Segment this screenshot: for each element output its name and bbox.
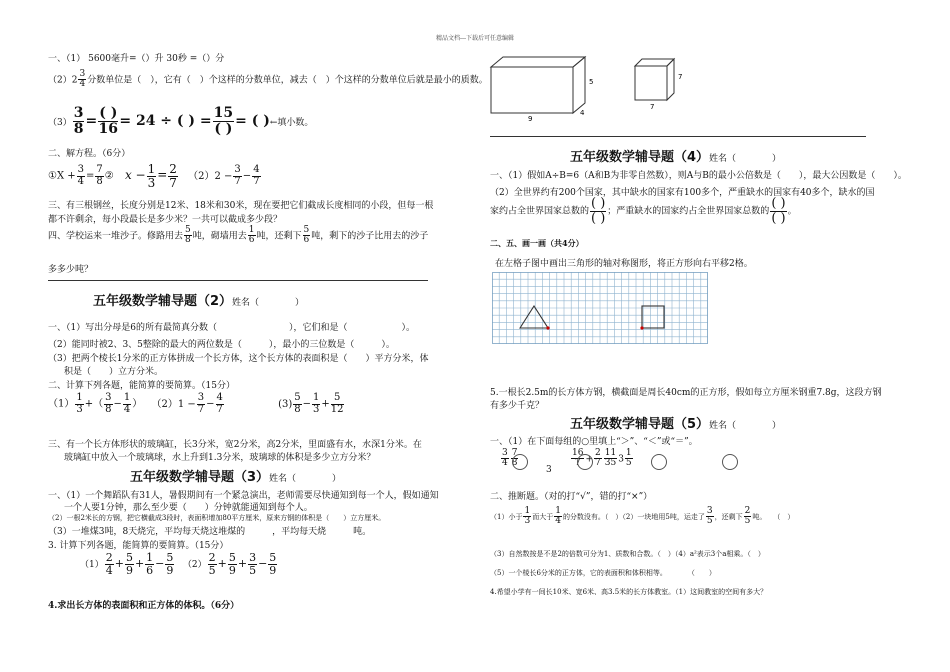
section-4-line1: 四、学校运来一堆沙子。修路用去 $\frac{5}{8}$ 吨，砌墙用去 $\frac{1}{6}$ 吨，还剩下 $\frac{5}{6}$ 吨，剩下的沙子比用去的沙子 xyxy=(48,225,429,246)
fraction: 15 ( ) xyxy=(213,105,234,137)
ex4-q2b: 家约占全世界国家总数的 ( ) ( ) ；严重缺水的国家约占全世界国家总数的 ( ) ( ) 。 xyxy=(490,196,797,226)
compare-circle-3[interactable] xyxy=(651,454,667,470)
ex5-judge-1-2: （1）小于 $\frac{1}{3}$ 而大于 $\frac{1}{4}$ 的分数没有。（ ）（2）一块地用5吨，运走了 $\frac{3}{5}$ ，还剩下 $\frac{2}{5}$ 吨。 （ ） xyxy=(490,506,795,527)
compare-group-2: $\frac{16}{7}$ + $\frac{2}{7}$ $\frac{11}{35}$ 3 $\frac{1}{5}$ xyxy=(572,448,632,469)
q2-prefix: （2）2 xyxy=(48,75,78,86)
exercise-4-title: 五年级数学辅导题（4）姓名（ ） xyxy=(570,150,782,165)
ex3-calc-title: 3. 计算下列各题，能简算的要简算。（15分） xyxy=(48,541,229,551)
section-3-line1: 三、有三根钢丝，长度分别是12米、18米和30米，现在要把它们截成长度相同的小段，但每一根 xyxy=(48,201,434,211)
section-4-line2: 多多少吨？ xyxy=(48,265,94,275)
question-1-1: 一、（1） 5600毫升=（）升 30秒 =（）分 xyxy=(48,54,225,64)
fraction: $\frac{3}{4}$ xyxy=(79,69,86,90)
divider xyxy=(48,280,428,281)
exercise-5-title: 五年级数学辅导题（5）姓名（ ） xyxy=(570,417,782,432)
square-shape xyxy=(642,306,664,328)
ex4-s5a: 5.一根长2.5m的长方体方钢，横截面是周长40cm的正方形，假如每立方厘米钢重7.8g，这段方钢 xyxy=(490,388,882,398)
ex5-s4: 4.希望小学有一间长10米、宽6米、高3.5米的长方体教室。（1）这间教室的空间有多大？ xyxy=(490,588,768,596)
section-3-line2: 都不许剩余，每小段最长是多少米？一共可以截成多少段？ xyxy=(48,215,283,225)
page-header: 精品文档---下载后可任意编辑 xyxy=(435,35,515,42)
fill-decimal-note: ←填小数。 xyxy=(269,118,314,129)
cuboid-width: 9 xyxy=(528,115,533,121)
ex3-s4: 4.求出长方体的表面积和正方体的体积。（6分） xyxy=(48,601,240,611)
ex5-judge-3-4: （3）自然数按是不是2的倍数可分为1、质数和合数。（ ）（4）a²表示3个a相乘。（ ） xyxy=(490,550,765,558)
ex2-s3a: 三、有一个长方体形状的玻璃缸，长3分米，宽2分米，高2分米，里面盛有水，水深1分米。在 xyxy=(48,440,422,450)
ex3-q1b: 一个人要1分钟，那么至少要（ ）分钟就能通知到每个人。 xyxy=(64,503,313,513)
ex2-calc-items: （1） $\frac{1}{3}$ +（ $\frac{3}{8}$ − $\frac{1}{4}$ ） （2）1 − $\frac{3}{7}$ − $\frac{4}{7}$ (3) $\frac{5}{8}$ − $\frac{1}{3}$ + $\frac{5}{12}$ xyxy=(48,392,344,415)
cuboid-figure xyxy=(488,55,598,121)
cuboid-height: 5 xyxy=(589,78,594,86)
ex3-q1a: 一、（1）一个舞蹈队有31人，暑假期间有一个紧急演出，老师需要尽快通知到每一个人，假如通知 xyxy=(48,491,439,501)
compare-circle-4[interactable] xyxy=(722,454,738,470)
exercise-3-title: 五年级数学辅导题（3）姓名（ ） xyxy=(130,470,342,485)
ex2-q2: （2）能同时被2、3、5整除的最大的两位数是（ ），最小的三位数是（ ）。 xyxy=(48,340,395,350)
ex3-calc-items: （1） $\frac{2}{4}$ + $\frac{5}{9}$ + $\frac{1}{6}$ − $\frac{5}{9}$ （2） $\frac{2}{5}$ + $\frac{5}{9}$ + $\frac{3}{5}$ − $\frac{5}{9}$ xyxy=(80,551,277,577)
ex3-q2: （2）一根2米长的方钢，把它横截成3段时，表面积增加80平方厘米，原来方钢的体积是（ ）立方厘米。 xyxy=(48,514,386,522)
ex2-q3b: 积是（ ）立方分米。 xyxy=(64,367,164,377)
ex2-q1: 一、（1）写出分母是6的所有最简真分数（ ），它们和是（ ）。 xyxy=(48,323,415,333)
exercise-2-title: 五年级数学辅导题（2）姓名（ ） xyxy=(93,294,305,309)
square-corner-point xyxy=(640,326,643,329)
ex5-judge-5: （5）一个棱长6分米的正方体，它的表面积和体积相等。 （ ） xyxy=(490,569,716,577)
equations: ①X + $\frac{3}{4}$ = $\frac{7}{8}$ ② x − $\frac{1}{3}$ = $\frac{2}{7}$ （2）2 − $\frac{3}{7}$ − $\frac{4}{7}$ xyxy=(48,162,260,190)
ex4-draw-desc: 在左格子图中画出三角形的轴对称图形，将正方形向右平移2格。 xyxy=(495,259,753,269)
ex4-q1: 一、（1）假如A÷B=6（A和B为非零自然数），则A与B的最小公倍数是（ ），最大公因数是（ ）。 xyxy=(490,171,907,181)
divider xyxy=(490,136,866,137)
ex3-q3: （3）一堆煤3吨，8天烧完，平均每天烧这堆煤的 ，平均每天烧 吨。 xyxy=(48,527,372,537)
cube-side: 7 xyxy=(678,73,683,81)
q2-text: 分数单位是（ ），它有（ ）个这样的分数单位，减去（ ）个这样的分数单位后就是最小的质数。 xyxy=(87,75,488,86)
triangle-shape xyxy=(520,306,548,328)
cuboid-depth: 4 xyxy=(580,109,585,117)
ex2-calc-title: 二、计算下列各题，能简算的要简算。（15分） xyxy=(48,381,235,391)
fraction: ( ) 16 xyxy=(98,105,119,137)
section-2-title: 二、解方程。（6分） xyxy=(48,149,131,159)
ex4-q2a: （2）全世界约有200个国家，其中缺水的国家有100多个，严重缺水的国家有40多个，缺水的国 xyxy=(490,188,875,198)
ex4-draw-title: 二、五、画一画（共4分） xyxy=(490,238,584,248)
question-1-3: （3） $\frac{3}{8}$ = ( ) 16 = 24 ÷ ( ) = 15 ( ) = ( )←填小数。 xyxy=(48,105,314,137)
compare-circle-2[interactable] xyxy=(577,454,593,470)
compare-group-1: $\frac{3}{4}$ $\frac{7}{8}$ xyxy=(502,448,518,469)
ex5-judge-title: 二、推断题。（对的打“√”，错的打“×”） xyxy=(490,492,653,502)
drawing-grid[interactable] xyxy=(492,272,708,344)
cube-figure xyxy=(632,56,692,112)
fraction: $\frac{3}{8}$ xyxy=(73,105,84,137)
compare-value-3: 3 xyxy=(546,465,552,475)
cube-bottom: 7 xyxy=(650,103,655,111)
ex4-s5b: 有多少千克？ xyxy=(490,401,545,411)
ex2-q3a: （3）把两个棱长1分米的正方体拼成一个长方体，这个长方体的表面积是（ ）平方分米，体 xyxy=(48,354,429,364)
ex2-s3b: 玻璃缸中放入一个玻璃球，水上升到1.3分米，玻璃球的体积是多少立方分米？ xyxy=(64,453,376,463)
axis-point xyxy=(546,326,549,329)
compare-circle-1[interactable] xyxy=(512,454,528,470)
ex5-q1: 一、（1）在下面每组的○里填上“＞”、“＜”或“＝”。 xyxy=(490,437,698,447)
question-1-2 xyxy=(48,70,488,90)
